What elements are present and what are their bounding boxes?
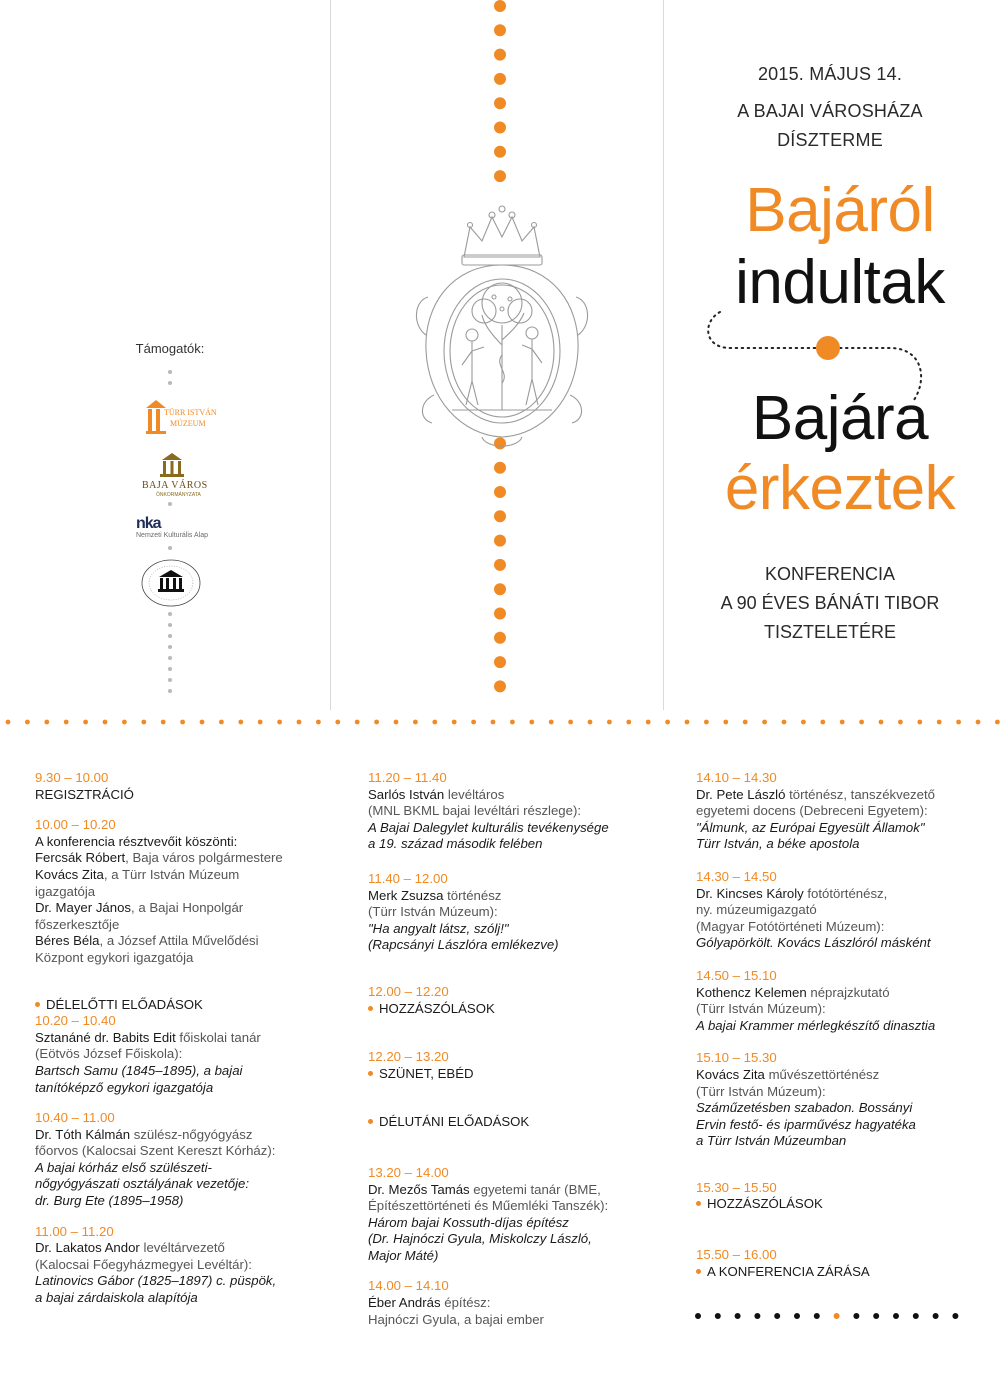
speaker-role: történész (443, 887, 502, 903)
talk-title: Major Máté) (368, 1247, 439, 1263)
talk-title: Türr István, a béke apostola (696, 836, 860, 852)
grey-dot (168, 381, 172, 385)
talk-title: Bartsch Samu (1845–1895), a bajai (35, 1062, 243, 1078)
h-dot (297, 720, 302, 725)
h-dot (549, 720, 554, 725)
time-slot: 15.10 – 15.30 (696, 1050, 777, 1066)
time-slot: 10.40 – 11.00 (35, 1110, 115, 1126)
talk-title: Száműzetésben szabadon. Bossányi (696, 1100, 913, 1116)
h-dot (180, 720, 185, 725)
h-dot (743, 720, 748, 725)
h-dot (937, 720, 942, 725)
talk-title: a 19. század második felében (368, 836, 543, 852)
center-dot (494, 122, 506, 134)
speaker-name: Dr. Mayer János (35, 900, 132, 916)
vertical-rule-right (663, 0, 664, 710)
h-dot (141, 720, 146, 725)
speaker-role: főszerkesztője (35, 916, 120, 932)
h-dot (6, 720, 11, 725)
subtitle-line-1: KONFERENCIA (764, 564, 896, 584)
time-slot: 9.30 – 10.00 (35, 770, 109, 785)
speaker-line (35, 1030, 335, 1047)
h-dot (355, 720, 360, 725)
speaker-name: Dr. Tóth Kálmán (35, 1126, 131, 1142)
speaker-role: , Baja város polgármestere (125, 850, 283, 866)
talk-title: (Dr. Hajnóczi Gyula, Miskolczy László, (368, 1231, 592, 1247)
time-slot: 14.10 – 14.30 (696, 770, 777, 785)
speaker-name: Dr. Mezős Tamás (368, 1181, 470, 1197)
speaker-institution: (Türr István Múzeum): (696, 1001, 826, 1017)
h-dot (83, 720, 88, 725)
speaker-institution: (MNL BKML bajai levéltári részlege): (368, 803, 582, 819)
talk-title: Gólyapörkölt. Kovács Lászlóról másként (696, 935, 931, 951)
center-dot (494, 462, 506, 474)
speaker-line (696, 1067, 986, 1084)
speaker-name: Dr. Pete László (696, 786, 786, 802)
h-dot (413, 720, 418, 725)
speaker-name: Dr. Kincses Károly (696, 885, 804, 901)
grey-dot (168, 645, 172, 649)
h-dot (704, 720, 709, 725)
talk-title: dr. Burg Ete (1895–1958) (35, 1193, 184, 1209)
h-dot (316, 720, 321, 725)
speaker-line (35, 933, 335, 950)
sponsors-label: Támogatók: (135, 341, 205, 356)
closing-dot (794, 1313, 800, 1319)
event-date: 2015. MÁJUS 14. (757, 64, 903, 84)
time-slot: 10.20 – 10.40 (35, 1013, 116, 1029)
speaker-line (35, 867, 335, 884)
venue-line-2: DÍSZTERME (777, 130, 883, 150)
turr-logo-line2: MÚZEUM (170, 419, 206, 428)
speaker-role: fotótörténész, (803, 885, 888, 901)
h-dot (976, 720, 981, 725)
speaker-line (368, 787, 678, 804)
title-line-4: érkeztek (724, 454, 956, 523)
time-slot: 15.30 – 15.50 (696, 1179, 777, 1195)
talk-title: A Bajai Dalegylet kulturális tevékenysége (368, 819, 609, 835)
h-dot (277, 720, 282, 725)
horizontal-dotted-line (0, 714, 1001, 734)
h-dot (859, 720, 864, 725)
library-seal-icon (138, 558, 204, 608)
h-dot (782, 720, 787, 725)
speaker-line (368, 1295, 678, 1312)
speaker-role: művészettörténész (764, 1066, 880, 1082)
closing-dot (893, 1313, 899, 1319)
speaker-line (696, 985, 986, 1002)
talk-title: "Álmunk, az Európai Egyesült Államok" (696, 819, 925, 835)
turr-museum-logo (140, 398, 220, 438)
closing-dot (913, 1313, 919, 1319)
h-dot (762, 720, 767, 725)
talk-title: Három bajai Kossuth-díjas építész (368, 1214, 569, 1230)
h-dot (491, 720, 496, 725)
program-item: REGISZTRÁCIÓ (35, 786, 134, 802)
speaker-role: levéltáros (444, 786, 505, 802)
speaker-institution: főorvos (Kalocsai Szent Kereszt Kórház): (35, 1143, 276, 1159)
closing-dot (735, 1313, 741, 1319)
grey-dot (168, 623, 172, 627)
speaker-institution: (Türr István Múzeum): (696, 1083, 826, 1099)
h-dot (685, 720, 690, 725)
h-dot (219, 720, 224, 725)
h-dot (25, 720, 30, 725)
grey-dot (168, 502, 172, 506)
speaker-line (368, 888, 678, 905)
speaker-role: igazgatója (35, 883, 96, 899)
h-dot (471, 720, 476, 725)
h-dot (956, 720, 961, 725)
center-dot (494, 24, 506, 36)
speaker-line (35, 1127, 335, 1144)
center-dot (494, 559, 506, 571)
center-dot (494, 656, 506, 668)
time-slot: 12.20 – 13.20 (368, 1049, 449, 1065)
closing-dot (873, 1313, 879, 1319)
h-dot (879, 720, 884, 725)
program-column-1 (35, 770, 335, 1321)
grey-dot (168, 546, 172, 550)
h-dot (122, 720, 127, 725)
subtitle-line-2: A 90 ÉVES BÁNÁTI TIBOR (720, 593, 940, 613)
h-dot (898, 720, 903, 725)
baja-logo-name: BAJA VÁROS (142, 480, 208, 491)
speaker-name: Sarlós István (368, 786, 445, 802)
venue-line-1: A BAJAI VÁROSHÁZA (737, 101, 923, 121)
center-dot (494, 146, 506, 158)
talk-title: (Rapcsányi Lászlóra emlékezve) (368, 937, 559, 953)
speaker-institution: (Kalocsai Főegyházmegyei Levéltár): (35, 1256, 252, 1272)
closing-dot (834, 1313, 840, 1319)
speaker-line (696, 787, 986, 804)
title-line-2: indultak (735, 248, 945, 317)
talk-title: a Türr István Múzeumban (696, 1133, 847, 1149)
center-dot (494, 680, 506, 692)
talk-title: Ervin festő- és iparművész hagyatéka (696, 1116, 916, 1132)
talk-title: "Ha angyalt látsz, szólj!" (368, 920, 509, 936)
speaker-name: Fercsák Róbert (35, 850, 126, 866)
section-heading: HOZZÁSZÓLÁSOK (368, 1001, 678, 1018)
h-dot (374, 720, 379, 725)
closing-dot (754, 1313, 760, 1319)
center-dot (494, 0, 506, 12)
center-dot (494, 486, 506, 498)
speaker-line (35, 1240, 335, 1257)
baja-logo-sub: ÖNKORMÁNYZATA (156, 492, 201, 498)
baja-varos-logo-icon (158, 452, 186, 478)
h-dot (607, 720, 612, 725)
talk-title: A bajai Krammer mérlegkészítő dinasztia (696, 1017, 936, 1033)
h-dot (568, 720, 573, 725)
h-dot (161, 720, 166, 725)
time-slot: 14.00 – 14.10 (368, 1278, 449, 1294)
center-dot (494, 632, 506, 644)
center-dot (494, 510, 506, 522)
talk-title: Latinovics Gábor (1825–1897) c. püspök, (35, 1273, 277, 1289)
nka-logo (136, 515, 226, 545)
time-slot: 14.50 – 15.10 (696, 967, 777, 983)
center-dot (494, 583, 506, 595)
baja-varos-logo (132, 452, 212, 497)
center-dot (494, 170, 506, 182)
title-line-1: Bajáról (745, 176, 935, 245)
time-slot: 10.00 – 10.20 (35, 817, 116, 833)
h-dot (646, 720, 651, 725)
time-slot: 13.20 – 14.00 (368, 1164, 449, 1180)
speaker-role: , a Bajai Honpolgár (131, 900, 244, 916)
grey-dot (168, 689, 172, 693)
h-dot (588, 720, 593, 725)
speaker-role: néprajzkutató (806, 984, 890, 1000)
title-line-3: Bajára (751, 384, 929, 453)
center-dot (494, 535, 506, 547)
speaker-name: Béres Béla (35, 933, 100, 949)
closing-dot (774, 1313, 780, 1319)
time-slot: 11.40 – 12.00 (368, 870, 448, 886)
center-dot (494, 97, 506, 109)
h-dot (200, 720, 205, 725)
h-dot (917, 720, 922, 725)
speaker-institution: (Türr István Múzeum): (368, 904, 498, 920)
grey-dot (168, 612, 172, 616)
section-heading: SZÜNET, EBÉD (368, 1066, 678, 1083)
section-heading: DÉLUTÁNI ELŐADÁSOK (368, 1114, 678, 1131)
section-heading: A KONFERENCIA ZÁRÁSA (696, 1264, 986, 1281)
time-slot: 15.50 – 16.00 (696, 1247, 777, 1263)
h-dot (394, 720, 399, 725)
grey-dot (168, 370, 172, 374)
speaker-institution: (Eötvös József Főiskola): (35, 1046, 183, 1062)
time-slot: 11.00 – 11.20 (35, 1223, 114, 1239)
speaker-line (696, 886, 986, 903)
closing-dot (814, 1313, 820, 1319)
section-heading: DÉLELŐTTI ELŐADÁSOK (35, 997, 335, 1014)
talk-title: nőgyógyászati osztályának vezetője: (35, 1176, 250, 1192)
speaker-role: főiskolai tanár (175, 1029, 261, 1045)
speaker-role: szülész-nőgyógyász (130, 1126, 253, 1142)
h-dot (44, 720, 49, 725)
time-slot: 11.20 – 11.40 (368, 770, 447, 785)
speaker-institution: egyetemi docens (Debreceni Egyetem): (696, 803, 928, 819)
turr-logo-line1: TÜRR ISTVÁN (164, 408, 217, 417)
speaker-role: történész, tanszékvezető (785, 786, 935, 802)
h-dot (840, 720, 845, 725)
h-dot (529, 720, 534, 725)
coat-of-arms-icon (412, 205, 592, 455)
h-dot (335, 720, 340, 725)
speaker-name: Kothencz Kelemen (696, 984, 807, 1000)
time-slot: 12.00 – 12.20 (368, 983, 449, 999)
talk-title: a bajai zárdaiskola alapítója (35, 1290, 198, 1306)
h-dot (995, 720, 1000, 725)
speaker-line (35, 850, 335, 867)
speaker-role: építész: (440, 1295, 491, 1311)
speaker-name: Éber András (368, 1295, 441, 1311)
h-dot (452, 720, 457, 725)
h-dot (801, 720, 806, 725)
grey-dot (168, 667, 172, 671)
section-heading: HOZZÁSZÓLÁSOK (696, 1196, 986, 1213)
center-dot (494, 49, 506, 61)
nka-logo-name: Nemzeti Kulturális Alap (136, 532, 208, 539)
closing-dot (952, 1313, 958, 1319)
h-dot (64, 720, 69, 725)
closing-dot (715, 1313, 721, 1319)
speaker-name: Sztanáné dr. Babits Edit (35, 1029, 176, 1045)
grey-dot (168, 656, 172, 660)
closing-dot (933, 1313, 939, 1319)
h-dot (432, 720, 437, 725)
center-dot (494, 608, 506, 620)
h-dot (238, 720, 243, 725)
speaker-line (368, 1182, 678, 1199)
h-dot (665, 720, 670, 725)
speaker-role: ny. múzeumigazgató (696, 902, 817, 918)
speaker-name: Kovács Zita (35, 866, 104, 882)
program-item: A konferencia résztvevőit köszönti: (35, 833, 238, 849)
h-dot (626, 720, 631, 725)
talk-title: Hajnóczi Gyula, a bajai ember (368, 1311, 544, 1327)
center-dot (494, 73, 506, 85)
talk-title: A bajai kórház első szülészeti- (35, 1159, 212, 1175)
h-dot (258, 720, 263, 725)
speaker-role: Központ egykori igazgatója (35, 949, 194, 965)
speaker-role: , a Türr István Múzeum (103, 866, 240, 882)
program-column-3 (696, 770, 986, 1294)
speaker-institution: (Magyar Fotótörténeti Múzeum): (696, 918, 885, 934)
h-dot (723, 720, 728, 725)
h-dot (510, 720, 515, 725)
speaker-name: Dr. Lakatos Andor (35, 1240, 140, 1256)
subtitle-line-3: TISZTELETÉRE (763, 622, 897, 642)
speaker-name: Merk Zsuzsa (368, 887, 444, 903)
speaker-role: levéltárvezető (139, 1240, 225, 1256)
grey-dot (168, 634, 172, 638)
closing-dots (690, 1308, 980, 1324)
grey-dot (168, 678, 172, 682)
h-dot (820, 720, 825, 725)
talk-title: tanítóképző egykori igazgatója (35, 1079, 214, 1095)
time-slot: 14.30 – 14.50 (696, 868, 777, 884)
h-dot (103, 720, 108, 725)
speaker-institution: Építészettörténeti és Műemléki Tanszék): (368, 1198, 609, 1214)
vertical-rule-left (330, 0, 331, 710)
speaker-role: egyetemi tanár (BME, (469, 1181, 601, 1197)
speaker-role: , a József Attila Művelődési (99, 933, 259, 949)
closing-dot (695, 1313, 701, 1319)
program-column-2 (368, 770, 678, 1342)
nka-logo-icon: nka (136, 515, 161, 532)
speaker-line (35, 900, 335, 917)
speaker-name: Kovács Zita (696, 1066, 765, 1082)
closing-dot (853, 1313, 859, 1319)
